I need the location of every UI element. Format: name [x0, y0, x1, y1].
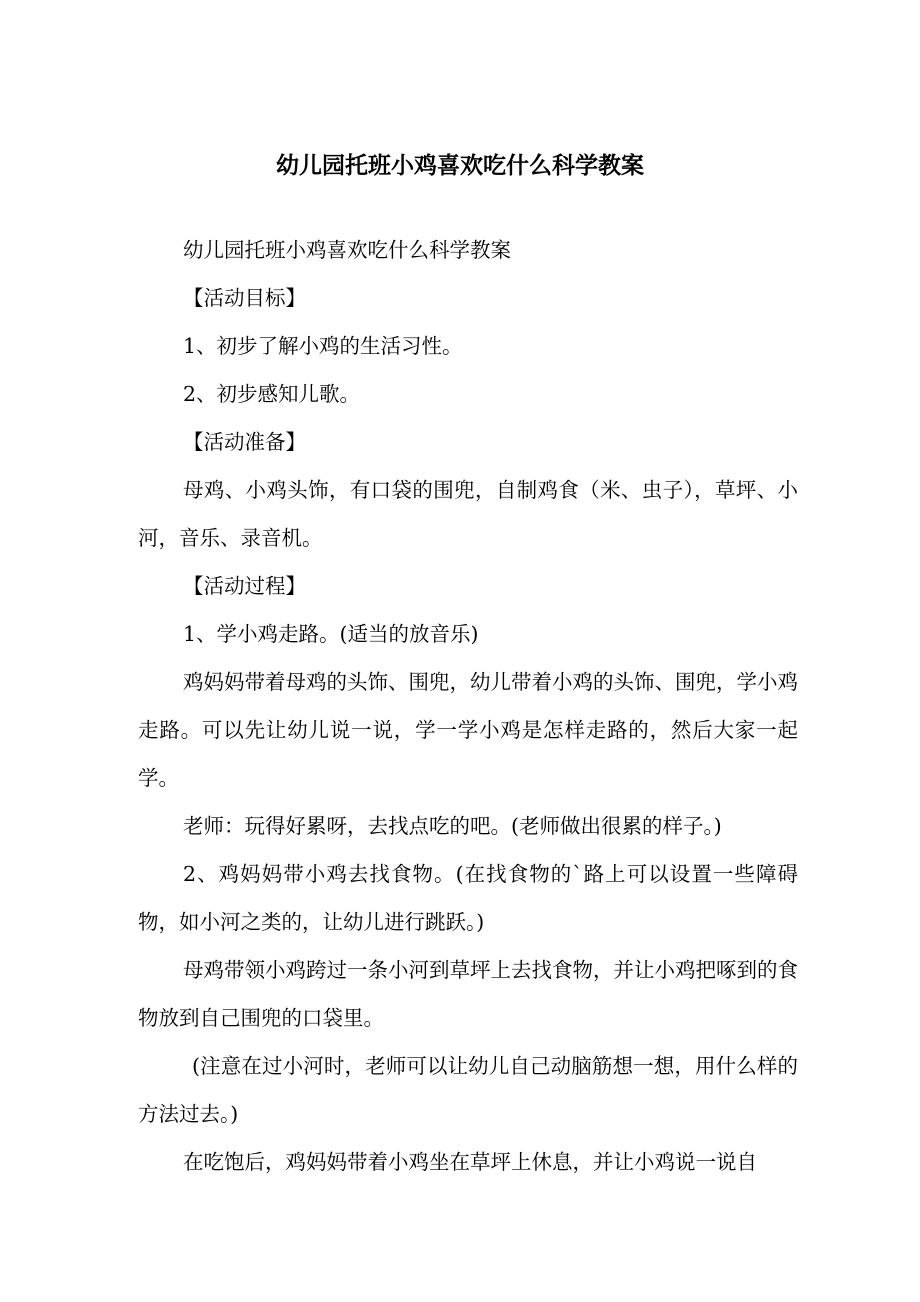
paragraph-teacher-line: 老师：玩得好累呀，去找点吃的吧。(老师做出很累的样子。) [183, 814, 722, 838]
document-body [138, 226, 798, 1186]
heading-activity-goals: 【活动目标】 [183, 286, 306, 310]
paragraph-rest: 在吃饱后，鸡妈妈带着小鸡坐在草坪上休息，并让小鸡说一说自 [183, 1150, 757, 1174]
paragraph-subtitle: 幼儿园托班小鸡喜欢吃什么科学教案 [183, 238, 511, 262]
paragraph-materials: 母鸡、小鸡头饰，有口袋的围兜，自制鸡食（米、虫子），草坪、小河，音乐、录音机。 [138, 478, 798, 550]
paragraph-goal-2: 2、初步感知儿歌。 [183, 382, 361, 406]
paragraph-step-2-detail: 母鸡带领小鸡跨过一条小河到草坪上去找食物，并让小鸡把啄到的食物放到自己围兜的口袋里。 [138, 958, 798, 1030]
paragraph-step-2: 2、鸡妈妈带小鸡去找食物。(在找食物的`路上可以设置一些障碍物，如小河之类的，让幼儿进行跳跃。) [138, 862, 798, 934]
paragraph-note: (注意在过小河时，老师可以让幼儿自己动脑筋想一想，用什么样的方法过去。) [138, 1054, 798, 1126]
paragraph-goal-1: 1、初步了解小鸡的生活习性。 [183, 334, 463, 358]
heading-activity-process: 【活动过程】 [183, 574, 306, 598]
heading-activity-preparation: 【活动准备】 [183, 430, 306, 454]
paragraph-step-1-detail: 鸡妈妈带着母鸡的头饰、围兜，幼儿带着小鸡的头饰、围兜，学小鸡走路。可以先让幼儿说一说，学一学小鸡是怎样走路的，然后大家一起学。 [138, 670, 798, 790]
document-title: 幼儿园托班小鸡喜欢吃什么科学教案 [276, 153, 644, 179]
paragraph-step-1: 1、学小鸡走路。(适当的放音乐) [183, 622, 479, 646]
